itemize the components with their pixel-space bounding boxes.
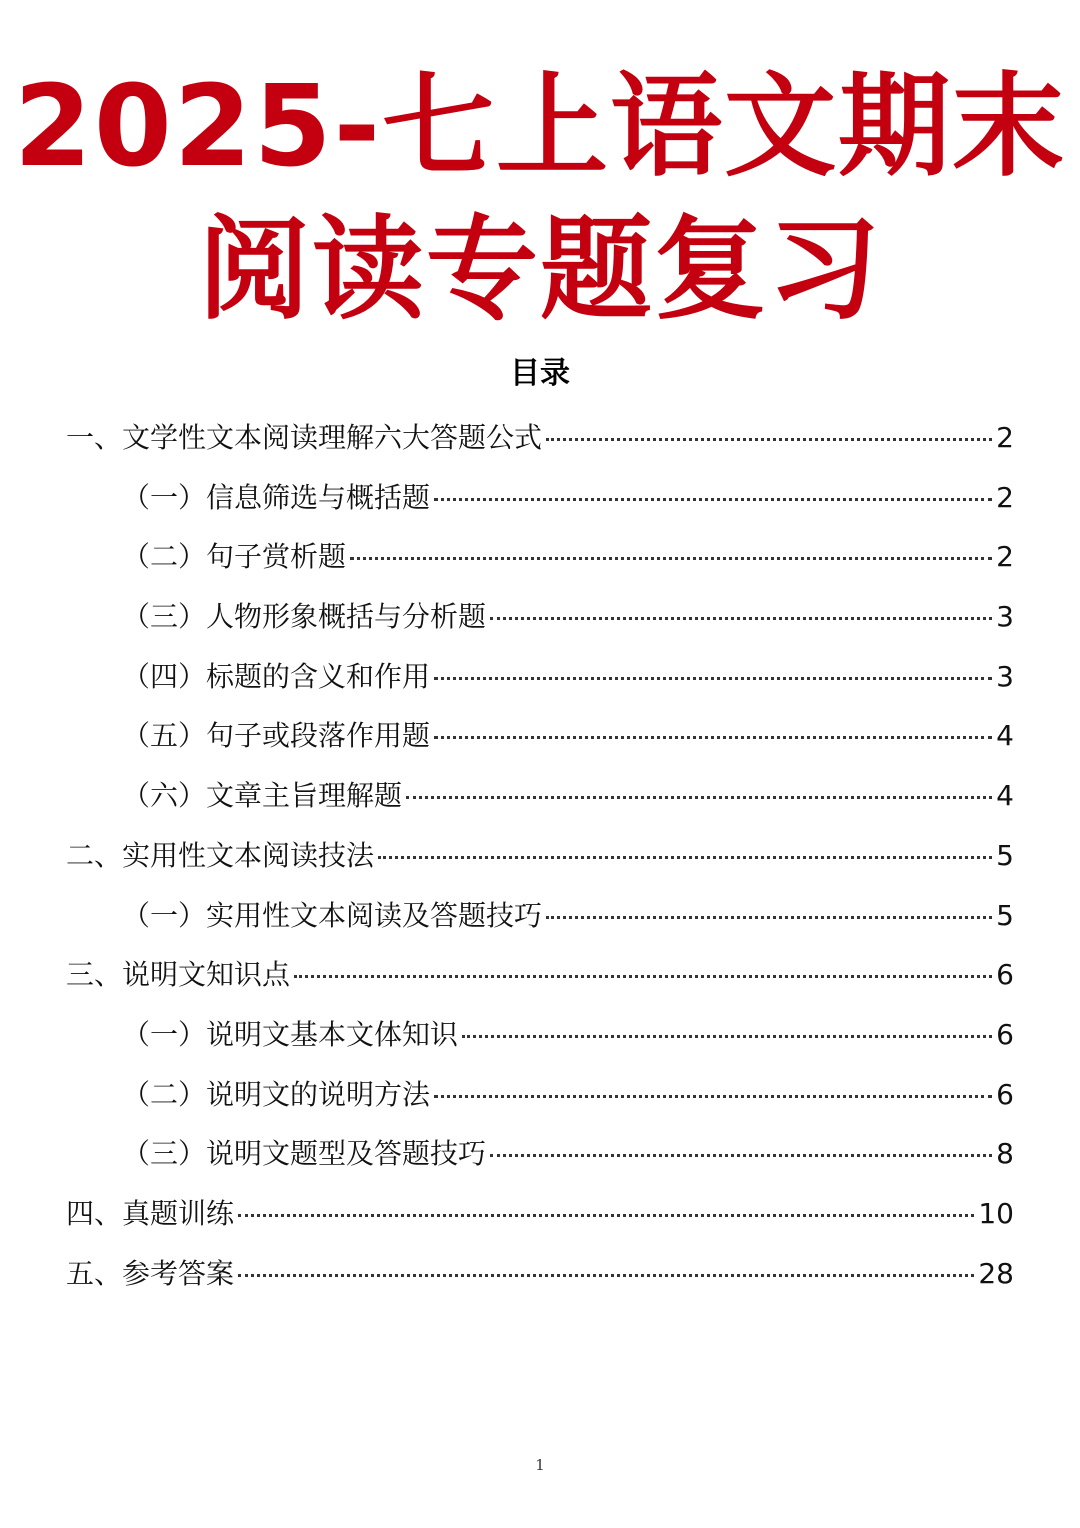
- toc-entry-page: 10: [978, 1196, 1014, 1230]
- toc-entry-label: （三）人物形象概括与分析题: [122, 600, 487, 634]
- toc-entry-label: （一）信息筛选与概括题: [122, 480, 431, 514]
- toc-leader-dots: [546, 438, 992, 441]
- toc-leader-dots: [434, 677, 992, 680]
- toc-leader-dots: [238, 1274, 974, 1277]
- toc-entry-page: 6: [996, 1077, 1014, 1111]
- toc-entry-page: 8: [996, 1137, 1014, 1171]
- toc-entry-section-2[interactable]: [66, 834, 1014, 894]
- toc-leader-dots: [406, 796, 992, 799]
- toc-entry-page: 6: [996, 1017, 1014, 1051]
- toc-leader-dots: [350, 557, 992, 560]
- toc-entry-page: 4: [996, 779, 1014, 813]
- toc-entry-label: （二）说明文的说明方法: [122, 1077, 431, 1111]
- toc-entry-label: 二、实用性文本阅读技法: [66, 838, 375, 872]
- toc-entry-page: 3: [996, 600, 1014, 634]
- toc-entry-label: 一、文学性文本阅读理解六大答题公式: [66, 421, 543, 454]
- toc-entry-page: 5: [996, 838, 1014, 872]
- toc-entry-section-3[interactable]: [66, 953, 1014, 1013]
- toc-entry-label: （五）句子或段落作用题: [122, 719, 431, 753]
- toc-entry-section-3-1[interactable]: [66, 1013, 1014, 1073]
- toc-entry-section-1-6[interactable]: [66, 774, 1014, 834]
- toc-leader-dots: [462, 1035, 992, 1038]
- toc-entry-page: 6: [996, 958, 1014, 992]
- toc-entry-label: 五、参考答案: [66, 1256, 235, 1290]
- document-title-line-2: 阅读专题复习: [198, 205, 882, 335]
- toc-entry-section-1[interactable]: [66, 416, 1014, 476]
- toc-entry-section-1-1[interactable]: [66, 476, 1014, 536]
- toc-entry-section-1-2[interactable]: [66, 535, 1014, 595]
- toc-entry-page: 5: [996, 898, 1014, 932]
- toc-entry-label: （四）标题的含义和作用: [122, 659, 431, 693]
- toc-entry-label: 四、真题训练: [66, 1196, 235, 1230]
- toc-entry-label: （六）文章主旨理解题: [122, 779, 403, 813]
- toc-leader-dots: [434, 1095, 992, 1098]
- toc-entry-label: （二）句子赏析题: [122, 540, 347, 574]
- table-of-contents: [66, 416, 1014, 1311]
- document-title-line-1: 2025-七上语文期末: [13, 62, 1067, 192]
- toc-leader-dots: [490, 617, 992, 620]
- toc-entry-section-3-2[interactable]: [66, 1073, 1014, 1133]
- toc-leader-dots: [434, 736, 992, 739]
- toc-leader-dots: [378, 856, 992, 859]
- toc-entry-section-2-1[interactable]: [66, 894, 1014, 954]
- toc-entry-label: 三、说明文知识点: [66, 958, 291, 992]
- toc-entry-section-3-3[interactable]: [66, 1132, 1014, 1192]
- toc-entry-page: 2: [996, 421, 1014, 454]
- page-number: 1: [535, 1456, 545, 1474]
- toc-entry-section-1-5[interactable]: [66, 714, 1014, 774]
- toc-entry-section-4[interactable]: [66, 1192, 1014, 1252]
- toc-entry-label: （三）说明文题型及答题技巧: [122, 1137, 487, 1171]
- toc-entry-label: （一）实用性文本阅读及答题技巧: [122, 898, 543, 932]
- toc-leader-dots: [546, 916, 992, 919]
- toc-leader-dots: [294, 975, 992, 978]
- toc-leader-dots: [490, 1154, 992, 1157]
- toc-entry-section-1-3[interactable]: [66, 595, 1014, 655]
- toc-entry-section-1-4[interactable]: [66, 655, 1014, 715]
- toc-entry-page: 4: [996, 719, 1014, 753]
- toc-entry-section-5[interactable]: [66, 1252, 1014, 1312]
- toc-entry-page: 3: [996, 659, 1014, 693]
- toc-entry-label: （一）说明文基本文体知识: [122, 1017, 459, 1051]
- toc-entry-page: 28: [978, 1256, 1014, 1290]
- toc-leader-dots: [434, 498, 992, 501]
- toc-heading: 目录: [510, 356, 570, 391]
- toc-leader-dots: [238, 1214, 974, 1217]
- toc-entry-page: 2: [996, 480, 1014, 514]
- toc-entry-page: 2: [996, 540, 1014, 574]
